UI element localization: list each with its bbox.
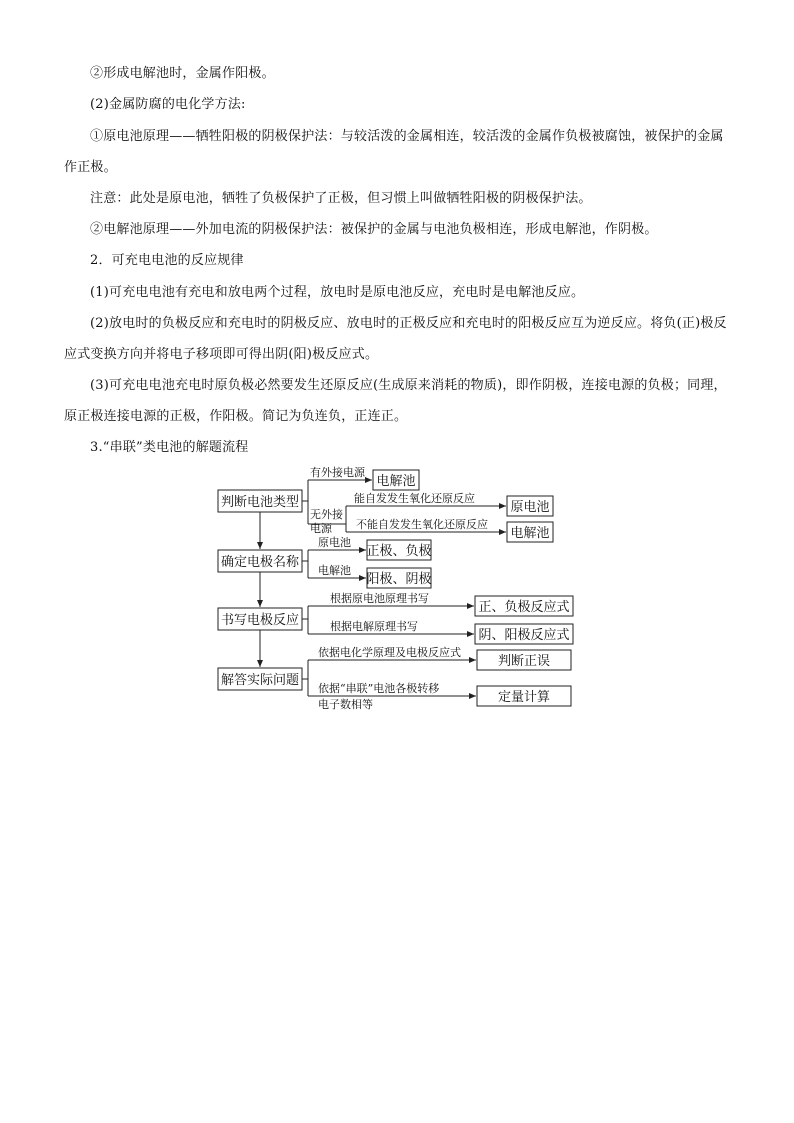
step1-sub-b-label: 不能自发发生氧化还原反应 [356, 518, 488, 531]
result-box-anode-cathode [366, 568, 431, 588]
paragraph-note: 注意：此处是原电池，牺牲了负极保护了正极，但习惯上叫做牺牲阳极的阴极保护法。 [90, 191, 592, 206]
step2-branch-spine [302, 550, 308, 578]
step4-branch-b-label-1: 依据“串联”电池各极转移 [318, 682, 440, 695]
paragraph-impressed-current: ②电解池原理——外加电流的阴极保护法：被保护的金属与电池负极相连，形成电解池，作阴极。 [90, 222, 658, 237]
step-label-4: 解答实际问题 [220, 673, 300, 688]
step-label-2: 确定电极名称 [220, 555, 300, 570]
step1-branch-b-label-2: 电源 [310, 522, 332, 535]
step4-branch-spine [302, 660, 308, 696]
result-box-electrolytic-1 [373, 470, 419, 490]
paragraph-sacrificial-anode: ①原电池原理——牺牲阳极的阴极保护法：与较活泼的金属相连，较活泼的金属作负极被腐蚀，被保护的金属作正极。 [64, 129, 724, 175]
step1-sub-a-label: 能自发发生氧化还原反应 [354, 492, 475, 505]
result-electrolytic-2: 电解池 [510, 526, 550, 541]
result-box-cathode-anode-eq [475, 624, 573, 644]
flowchart [200, 462, 580, 712]
result-anode-cathode: 阳极、阴极 [366, 572, 432, 587]
result-box-positive-negative-eq [475, 596, 573, 616]
step1-branch-b-label-1: 无外接 [310, 508, 343, 521]
result-box-electrolytic-2 [507, 522, 553, 542]
step2-branch-b-label: 电解池 [318, 564, 351, 577]
result-box-positive-negative [366, 540, 431, 560]
paragraph-electrolysis-anode: ②形成电解池时，金属作阳极。 [90, 66, 275, 81]
paragraph-rechargeable-3: (3)可充电电池充电时原负极必然要发生还原反应(生成原来消耗的物质)，即作阴极，连接电源的负极；同理，原正极连接电源的正极，作阳极。简记为负连负，正连正。 [64, 378, 727, 424]
step3-branch-b-label: 根据电解原理书写 [330, 620, 418, 633]
result-positive-negative-eq: 正、负极反应式 [478, 600, 570, 615]
result-positive-negative: 正极、负极 [366, 544, 432, 559]
result-box-galvanic [507, 496, 553, 516]
step-label-1: 判断电池类型 [220, 495, 300, 510]
result-judge: 判断正误 [497, 654, 551, 669]
step1-branch-a-label: 有外接电源 [310, 466, 365, 479]
step-box-3 [218, 608, 302, 630]
step3-branch-spine [302, 606, 308, 634]
result-cathode-anode-eq: 阴、阳极反应式 [478, 628, 570, 643]
result-electrolytic-1: 电解池 [376, 474, 416, 489]
step-label-3: 书写电极反应 [220, 613, 300, 628]
step4-branch-a-label: 依据电化学原理及电极反应式 [318, 646, 461, 659]
section-heading-rechargeable: 2．可充电电池的反应规律 [90, 253, 244, 268]
result-box-judge [477, 650, 571, 670]
result-box-quantitative [477, 686, 571, 706]
step2-branch-a-label: 原电池 [318, 536, 351, 549]
step3-branch-a-label: 根据原电池原理书写 [330, 592, 429, 605]
paragraph-rechargeable-1: (1)可充电电池有充电和放电两个过程，放电时是原电池反应，充电时是电解池反应。 [90, 285, 585, 300]
paragraph-anticorrosion-heading: (2)金属防腐的电化学方法: [90, 97, 246, 112]
step-box-2 [218, 550, 302, 572]
step-box-4 [218, 668, 302, 690]
section-heading-series-cells: 3.“串联”类电池的解题流程 [90, 440, 249, 455]
step1-branch-spine [302, 480, 308, 524]
paragraph-rechargeable-2: (2)放电时的负极反应和充电时的阴极反应、放电时的正极反应和充电时的阳极反应互为逆反应。将负(正)极反应式变换方向并将电子移项即可得出阴(阳)极反应式。 [64, 316, 727, 362]
step-box-1 [218, 490, 302, 512]
result-galvanic: 原电池 [510, 500, 550, 515]
step4-branch-b-label-2: 电子数相等 [318, 698, 373, 711]
result-quantitative: 定量计算 [497, 690, 551, 705]
